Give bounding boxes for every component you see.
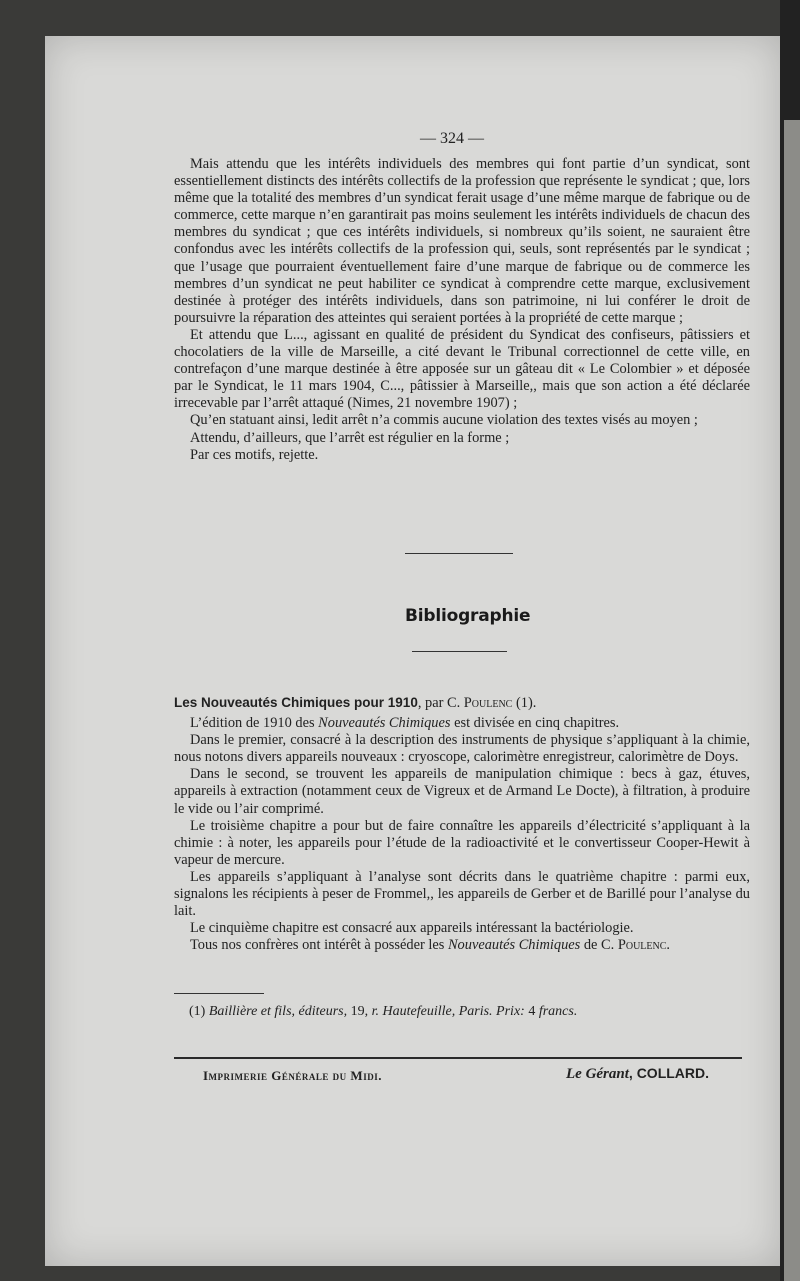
paragraph: Mais attendu que les intérêts individuels des membres qui font partie d’un syndicat, sont essentiellement distincts des intérêts collectifs de la profession que représente le syndicat ; que, lors même que la totalité des membres d’un syndicat ferait usage d’une même marque de fabrique ou de commerce, cette marque n’en garantirait pas moins seulement les intérêts individuels de chacun des membres du syndicat ; que ces intérêts individuels, si nombreux qu’ils soient, ne sauraient être confondus avec les intérêts collectifs de la profession qui, seuls, sont représentés par le syndicat ; que l’usage que pourraient éventuellement faire d’une marque de fabrique ou de commerce les membres d’un syndicat ne peut habiliter ce syndicat à comprendre cette marque, exclusivement destinée à protéger des intérêts individuels, dans son patrimoine, ni lui conférer le droit de poursuivre la réparation des atteintes qui seraient portées à la propriété de cette marque ; (174, 156, 750, 326)
footnote-number: (1) (189, 1004, 209, 1019)
paragraph: Par ces motifs, rejette. (190, 446, 319, 463)
text: 19, (347, 1004, 372, 1019)
manager-name: , COLLARD. (628, 1065, 710, 1081)
review-title-bold: Les Nouveautés Chimiques pour 1910 (174, 695, 418, 710)
paragraph (174, 715, 750, 732)
paragraph: Dans le second, se trouvent les appareils de manipulation chimique : becs à gaz, étuves, appareils à extraction (notamment ceux de Vigreux et de Armand Le Docte), à filtration, à produire le vide ou l’air comprimé. (174, 766, 750, 817)
title-italic: Nouveautés Chimiques (447, 937, 581, 954)
paragraph: Le troisième chapitre a pour but de faire connaître les appareils d’électricité s’appliquant à la chimie : à noter, les appareils pour l’étude de la radioactivité et le convertisseur Cooper-Hewit à vapeur de mercure. (174, 817, 750, 868)
separator-rule (405, 553, 513, 554)
paragraph: Attendu, d’ailleurs, que l’arrêt est régulier en la forme ; (190, 429, 510, 446)
next-page-edge (784, 120, 800, 1281)
review-text (174, 694, 750, 954)
judgment-text (174, 156, 750, 464)
footnote-ref: (1). (512, 695, 537, 711)
heading-underline (412, 651, 507, 652)
publisher: Baillière et fils, éditeurs, (208, 1004, 348, 1019)
text: de C. (580, 937, 618, 954)
imprint-rule (174, 1057, 742, 1059)
currency: francs. (538, 1004, 578, 1019)
page-number: — 324 — (420, 130, 484, 147)
text: L’édition de 1910 des (190, 715, 319, 732)
manager-signature (566, 1065, 709, 1083)
title-italic: Nouveautés Chimiques (318, 715, 451, 732)
footnote (189, 1004, 577, 1020)
footnote-rule (174, 993, 264, 994)
section-heading: Bibliographie (405, 606, 531, 626)
text: est divisée en cinq chapitres. (450, 715, 620, 732)
address: r. Hautefeuille, Paris. Prix: (371, 1004, 525, 1019)
price: 4 (524, 1004, 539, 1019)
paragraph: Le cinquième chapitre est consacré aux appareils intéressant la bactériologie. (190, 920, 634, 937)
manager-label: Le Gérant (566, 1066, 629, 1082)
paragraph: Dans le premier, consacré à la description des instruments de physique s’appliquant à la chimie, nous notons divers appareils nouveaux : cryoscope, calorimètre enregistreur, calorimètre de Doys. (174, 732, 750, 766)
paragraph: Qu’en statuant ainsi, ledit arrêt n’a commis aucune violation des textes visés au moyen ; (190, 412, 698, 429)
paragraph: Les appareils s’appliquant à l’analyse sont décrits dans le quatrième chapitre : parmi eux, signalons les récipients à peser de Frommel,, les appareils de Gerber et de Barillé pour l’analyse du lait. (174, 868, 750, 920)
review-title (174, 694, 750, 712)
author: Poulenc (617, 937, 667, 954)
text: Tous nos confrères ont intérêt à posséder les (190, 937, 448, 954)
paragraph (174, 937, 750, 954)
printer-imprint: Imprimerie Générale du Midi. (203, 1068, 382, 1083)
paragraph: Et attendu que L..., agissant en qualité de président du Syndicat des confiseurs, pâtissiers et chocolatiers de la ville de Marseille, a cité devant le Tribunal correctionnel de cette ville, en contrefaçon d’une marque destinée à être apposée sur un gâteau dit « Le Colombier » et déposée par le Syndicat, le 11 mars 1904, C..., pâtissier à Marseille,, mais que son action a été déclarée irrecevable par l’arrêt attaqué (Nimes, 21 novembre 1907) ; (174, 326, 750, 412)
review-author: Poulenc (463, 695, 513, 711)
text: . (666, 937, 671, 954)
review-title-rest: , par C. (417, 695, 464, 711)
